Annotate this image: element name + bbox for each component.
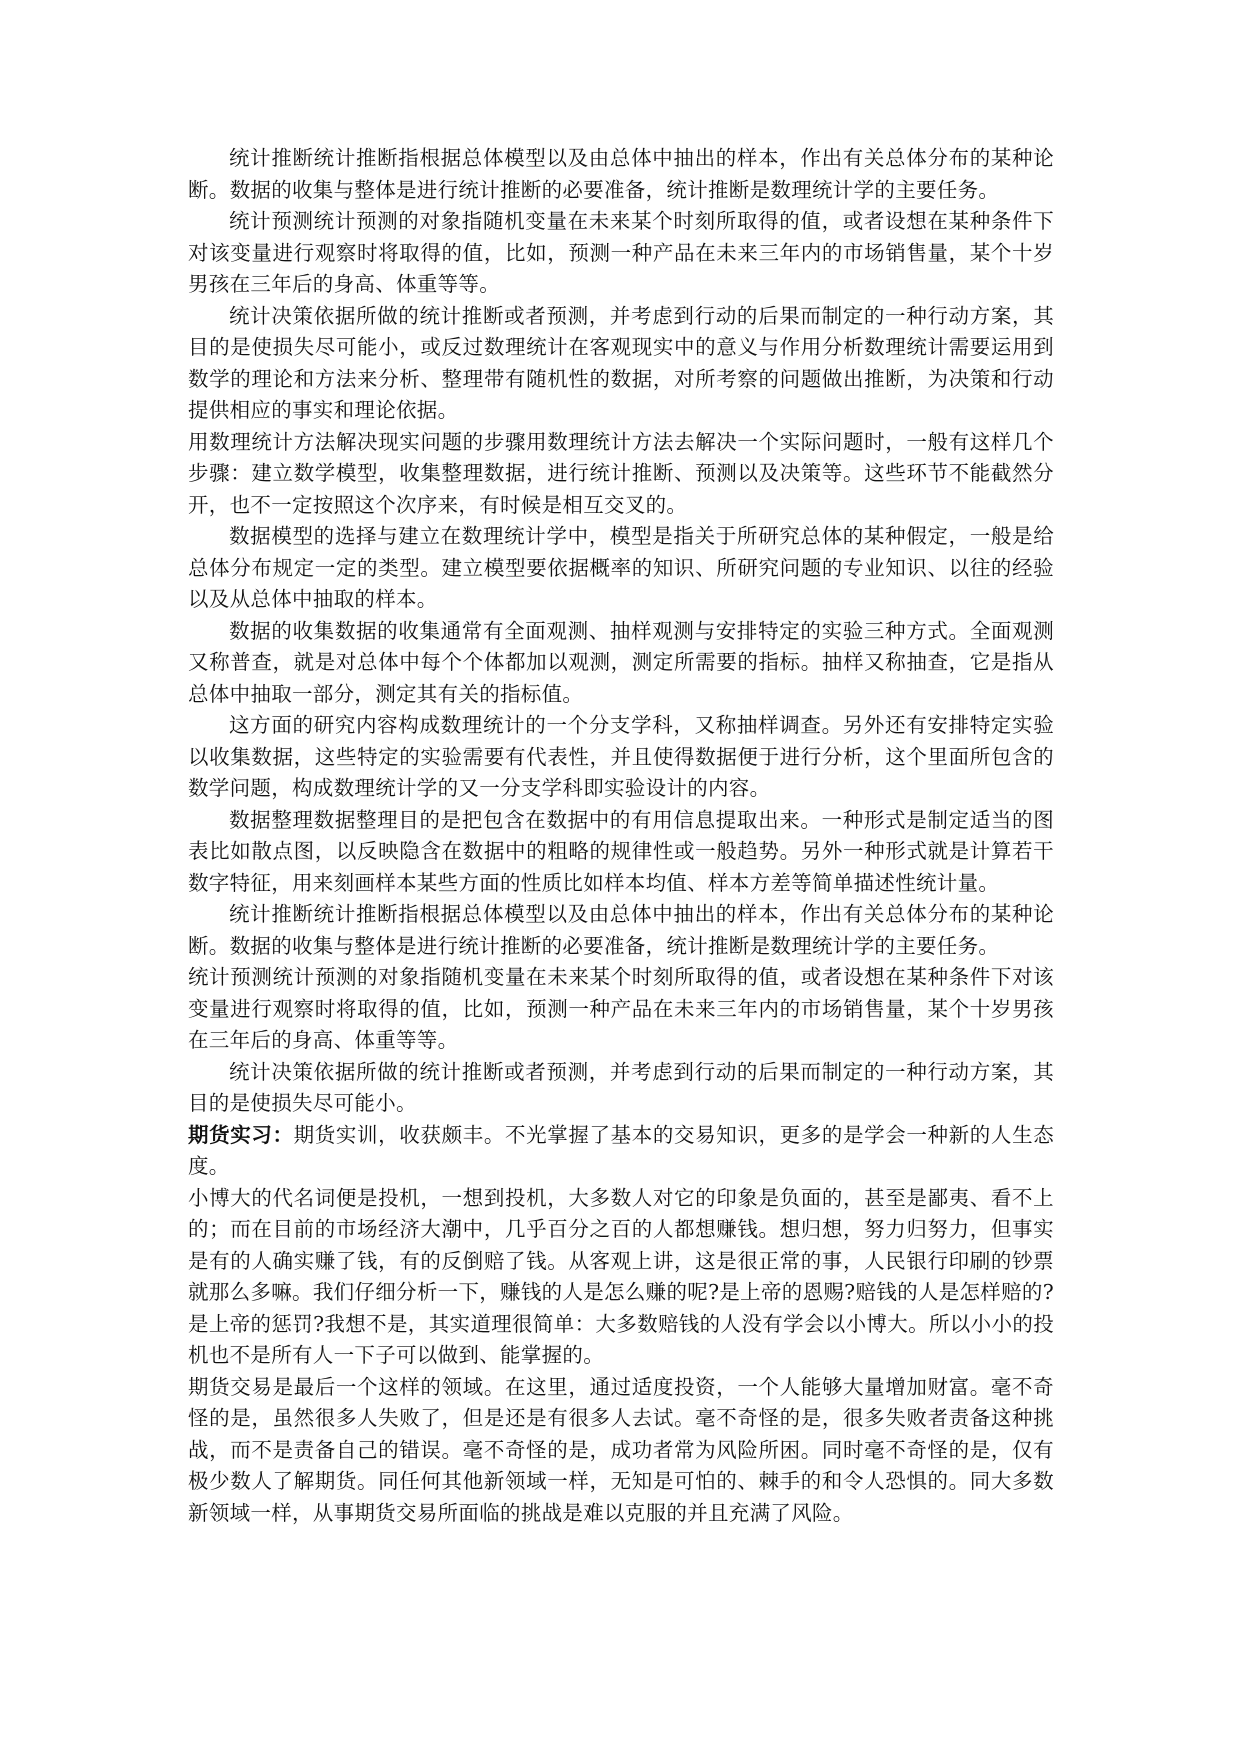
paragraph-data-collection: 数据的收集数据的收集通常有全面观测、抽样观测与安排特定的实验三种方式。全面观测又称普查，就是对总体中每个个体都加以观测，测定所需要的指标。抽样又称抽查，它是指从总体中抽取一部分，测定其有关的指标值。	[188, 618, 1054, 706]
futures-intro-text: 期货实训，收获颇丰。不光掌握了基本的交易知识，更多的是学会一种新的人生态度。	[188, 1122, 1054, 1178]
paragraph-data-model: 数据模型的选择与建立在数理统计学中，模型是指关于所研究总体的某种假定，一般是给总体分布规定一定的类型。建立模型要依据概率的知识、所研究问题的专业知识、以往的经验以及从总体中抽取的样本。	[188, 524, 1054, 611]
paragraph-futures-internship	[188, 1120, 1054, 1183]
paragraph-statistical-decision-repeat: 统计决策依据所做的统计推断或者预测，并考虑到行动的后果而制定的一种行动方案，其目的是使损失尽可能小。	[188, 1059, 1054, 1115]
paragraph-statistical-prediction: 统计预测统计预测的对象指随机变量在未来某个时刻所取得的值，或者设想在某种条件下对该变量进行观察时将取得的值，比如，预测一种产品在未来三年内的市场销售量，某个十岁男孩在三年后的身高、体重等等。	[188, 209, 1054, 296]
paragraph-statistical-inference: 统计推断统计推断指根据总体模型以及由总体中抽出的样本，作出有关总体分布的某种论断。数据的收集与整体是进行统计推断的必要准备，统计推断是数理统计学的主要任务。	[188, 146, 1054, 202]
paragraph-sampling-survey: 这方面的研究内容构成数理统计的一个分支学科，又称抽样调查。另外还有安排特定实验以收集数据，这些特定的实验需要有代表性，并且使得数据便于进行分析，这个里面所包含的数学问题，构成数理统计学的又一分支学科即实验设计的内容。	[188, 713, 1054, 800]
paragraph-futures-trading: 期货交易是最后一个这样的领域。在这里，通过适度投资，一个人能够大量增加财富。毫不奇怪的是，虽然很多人失败了，但是还是有很多人去试。毫不奇怪的是，很多失败者责备这种挑战，而不是责备自己的错误。毫不奇怪的是，成功者常为风险所困。同时毫不奇怪的是，仅有极少数人了解期货。同任何其他新领域一样，无知是可怕的、棘手的和令人恐惧的。同大多数新领域一样，从事期货交易所面临的挑战是难以克服的并且充满了风险。	[188, 1374, 1054, 1525]
paragraph-speculation: 小博大的代名词便是投机，一想到投机，大多数人对它的印象是负面的，甚至是鄙夷、看不上的；而在目前的市场经济大潮中，几乎百分之百的人都想赚钱。想归想，努力归努力，但事实是有的人确实赚了钱，有的反倒赔了钱。从客观上讲，这是很正常的事，人民银行印刷的钞票就那么多嘛。我们仔细分析一下，赚钱的人是怎么赚的呢?是上帝的恩赐?赔钱的人是怎样赔的?是上帝的惩罚?我想不是，其实道理很简单：大多数赔钱的人没有学会以小博大。所以小小的投机也不是所有人一下子可以做到、能掌握的。	[188, 1185, 1054, 1367]
paragraph-statistical-inference-repeat: 统计推断统计推断指根据总体模型以及由总体中抽出的样本，作出有关总体分布的某种论断。数据的收集与整体是进行统计推断的必要准备，统计推断是数理统计学的主要任务。	[188, 902, 1054, 958]
document-page	[188, 143, 1054, 1529]
paragraph-solution-steps: 用数理统计方法解决现实问题的步骤用数理统计方法去解决一个实际问题时，一般有这样几个步骤：建立数学模型，收集整理数据，进行统计推断、预测以及决策等。这些环节不能截然分开，也不一定按照这个次序来，有时候是相互交叉的。	[188, 429, 1054, 517]
paragraph-data-organization: 数据整理数据整理目的是把包含在数据中的有用信息提取出来。一种形式是制定适当的图表比如散点图，以反映隐含在数据中的粗略的规律性或一般趋势。另外一种形式就是计算若干数字特征，用来刻画样本某些方面的性质比如样本均值、样本方差等简单描述性统计量。	[188, 807, 1054, 895]
futures-heading: 期货实习：	[188, 1122, 294, 1147]
paragraph-statistical-prediction-repeat: 统计预测统计预测的对象指随机变量在未来某个时刻所取得的值，或者设想在某种条件下对该变量进行观察时将取得的值，比如，预测一种产品在未来三年内的市场销售量，某个十岁男孩在三年后的身高、体重等等。	[188, 965, 1054, 1052]
paragraph-statistical-decision: 统计决策依据所做的统计推断或者预测，并考虑到行动的后果而制定的一种行动方案，其目的是使损失尽可能小，或反过数理统计在客观现实中的意义与作用分析数理统计需要运用到数学的理论和方法来分析、整理带有随机性的数据，对所考察的问题做出推断，为决策和行动提供相应的事实和理论依据。	[188, 303, 1054, 422]
